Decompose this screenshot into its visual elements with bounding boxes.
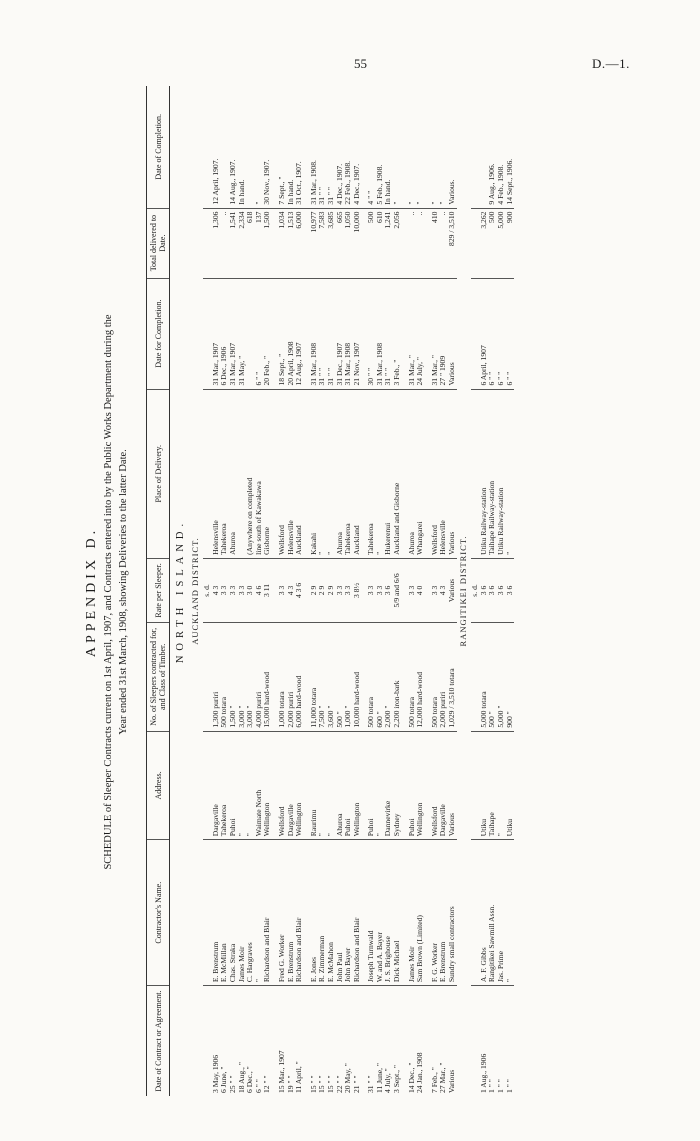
table-cell: 3,000 " (246, 623, 255, 732)
table-cell: 6 " " (488, 278, 497, 389)
table-cell: 3 Sept., " (392, 1065, 402, 1093)
table-cell: 31 Mar., 1907 (229, 278, 238, 389)
table-cell: 4 Feb., 1908. (497, 86, 506, 208)
table-cell: 3 3 (408, 558, 417, 622)
table-cell: 31 Dec., 1907 (336, 278, 345, 389)
table-cell: 31 " " (366, 1075, 376, 1093)
table-cell: 4 3 (287, 558, 296, 622)
table-cell: " (327, 731, 336, 840)
table-cell: 7,500 " (318, 623, 327, 732)
empty-cell (471, 86, 480, 208)
table-cell: " (506, 840, 515, 986)
table-cell: 14 Aug., 1907. (229, 86, 238, 208)
table-cell: In hand. (238, 86, 247, 208)
table-cell: Jas. Prime (497, 840, 506, 986)
table-cell: 3 6 (384, 558, 393, 622)
table-cell: 3,600 " (327, 623, 336, 732)
table-cell: " (318, 731, 327, 840)
table-cell: Taihape (488, 731, 497, 840)
table-cell: 5,000 (497, 208, 506, 278)
table-cell: 21 Nov., 1907 (353, 278, 362, 389)
table-cell: 30 " " (367, 278, 376, 389)
district-heading: AUCKLAND DISTRICT. (189, 537, 200, 645)
table-cell: 4 0 (416, 558, 425, 622)
table-cell: 1 " " (496, 1079, 505, 1093)
table-cell: 500 " (488, 623, 497, 732)
table-cell: Various. (448, 86, 457, 208)
table-cell: Various (448, 558, 457, 622)
table-cell: 31 Mar., " (431, 278, 440, 389)
table-cell: 3 3 (344, 558, 353, 622)
table-cell: 24 July, " (416, 278, 425, 389)
header-place-of-delivery: Place of Delivery. (147, 389, 170, 558)
table-cell: C. Hargraves (246, 840, 255, 986)
table-cell: Puhoi (408, 731, 417, 840)
table-cell: Dargaville (439, 731, 448, 840)
table-cell: Auckland (353, 389, 362, 558)
table-cell: 31 Mar., 1908 (310, 278, 319, 389)
table-cell: 31 Mar., 1908 (376, 278, 385, 389)
table-cell: 410 (431, 208, 440, 278)
table-cell: 500 totara (220, 623, 229, 732)
table-cell: 31 Oct., 1907. (295, 86, 304, 208)
table-cell: 24 Jan., 1908 (415, 1052, 425, 1093)
table-cell: 3 6 (488, 558, 497, 622)
table-cell: 11 June, " (374, 1062, 384, 1093)
table-cell: 15 " " (325, 1075, 335, 1093)
table-cell: 12 Aug., 1907 (295, 278, 304, 389)
table-cell: 12 " " (262, 1075, 272, 1093)
table-cell: 3 3 (336, 558, 345, 622)
table-row (448, 86, 457, 1096)
table-cell: 15,000 hard-wood (263, 623, 272, 732)
header-date-of-contract: Date of Contract or Agreement. (147, 986, 170, 1096)
table-cell: 15 Mar., 1907 (276, 1050, 286, 1093)
table-cell: 4 3 (439, 558, 448, 622)
table-cell: Various (448, 731, 457, 840)
table-cell: 2,000 puriri (287, 623, 296, 732)
table-cell: 1,241 (384, 208, 393, 278)
rotated-schedule (82, 82, 668, 1102)
table-cell: " (376, 389, 385, 558)
table-cell: 18 Sept., " (278, 278, 287, 389)
table-cell: E. McMahon (327, 840, 336, 986)
table-cell: 3 11 (263, 558, 272, 622)
table-cell: Ahuroa (229, 389, 238, 558)
table-cell: Tahekeroa (367, 389, 376, 558)
table-cell: 610 (376, 208, 385, 278)
table-cell: 31 " " (327, 278, 336, 389)
table-cell (246, 86, 255, 208)
table-cell: In hand. (287, 86, 296, 208)
table-cell: 4 " " (367, 86, 376, 208)
table-cell: Hukerenui (384, 389, 393, 558)
table-cell: 3 8½ (353, 558, 362, 622)
table-cell: 3 0 (246, 558, 255, 622)
table-cell: 11 April, " (294, 1061, 304, 1093)
table-cell: 7,583 (318, 208, 327, 278)
table-cell: 2 9 (310, 558, 319, 622)
table-cell: 31 " " (318, 86, 327, 208)
table-cell: (Anywhere on completed (246, 389, 255, 558)
table-cell: Tahekeroa (220, 731, 229, 840)
table-row (416, 86, 425, 1096)
header-number-of-sleepers: No. of Sleepers contracted for, and Class of Timber. (147, 623, 170, 732)
table-row (295, 86, 304, 1096)
table-cell: A. F. Gibbs (480, 840, 489, 986)
table-cell: 6,000 (295, 208, 304, 278)
table-cell: 30 Nov., 1907. (263, 86, 272, 208)
table-cell: Fred G. Worker (278, 840, 287, 986)
table-cell: 3 3 (431, 558, 440, 622)
table-cell: Sydney (393, 731, 402, 840)
table-cell: 6 April, 1907 (480, 278, 489, 389)
table-cell: John Bayer (344, 840, 353, 986)
table-cell: Puhoi (367, 731, 376, 840)
table-cell: 2 9 (318, 558, 327, 622)
table-cell: 5,000 totara (480, 623, 489, 732)
table-cell: 1,306 (212, 208, 221, 278)
table-cell: " (408, 86, 417, 208)
table-cell: 31 " " (384, 278, 393, 389)
table-cell: 3,262 (480, 208, 489, 278)
table-cell: 4 6 (255, 558, 264, 622)
table-cell: W. and A. Bayer (376, 840, 385, 986)
table-cell: Helensville (439, 389, 448, 558)
table-cell: Wellington (295, 731, 304, 840)
table-cell: 9 Aug., 1906. (488, 86, 497, 208)
header-date-for-completion: Date for Completion. (147, 278, 170, 389)
table-cell: Dargaville (212, 731, 221, 840)
table-cell: " (318, 389, 327, 558)
table-cell: 500 (367, 208, 376, 278)
table-cell: 3 6 (480, 558, 489, 622)
table-cell: 21 " " (351, 1075, 361, 1093)
table-cell: 10,000 (353, 208, 362, 278)
appendix-title: APPENDIX D. (84, 526, 99, 658)
table-cell: " (416, 86, 425, 208)
table-cell: Helensville (287, 389, 296, 558)
table-cell: " (238, 731, 247, 840)
table-cell: 4,000 puriri (255, 623, 264, 732)
table-cell: .. (439, 208, 448, 278)
table-cell: Utiku Railway-station (497, 389, 506, 558)
table-cell: Wellington (353, 731, 362, 840)
table-cell: E. Jones (310, 840, 319, 986)
table-cell: Waimate North (255, 731, 264, 840)
table-cell: 20 April, 1908 (287, 278, 296, 389)
header-contractor-name: Contractor's Name. (147, 840, 170, 986)
table-cell: 3 3 (238, 558, 247, 622)
table-cell: 618 (246, 208, 255, 278)
table-cell: 6 " " (506, 278, 515, 389)
table-cell: 3 6 (506, 558, 515, 622)
table-row (353, 86, 362, 1096)
table-cell: 20 Feb., " (263, 278, 272, 389)
table-cell: 3 3 (367, 558, 376, 622)
table-cell: 4 3 6 (295, 558, 304, 622)
table-cell: 1,000 totara (278, 623, 287, 732)
header-rate: Rate per Sleeper. (147, 558, 170, 622)
table-cell: E. Brenstrum (212, 840, 221, 986)
table-cell: James Moir (238, 840, 247, 986)
table-cell: 14 Dec., " (406, 1062, 416, 1093)
table-cell: James Moir (408, 840, 417, 986)
table-cell: " (439, 86, 448, 208)
table-cell: 22 Feb., 1908. (344, 86, 353, 208)
table-cell: 31 Mar., 1908. (310, 86, 319, 208)
table-cell: 1,034 (278, 208, 287, 278)
table-cell: " (506, 389, 515, 558)
table-cell: 31 May, " (238, 278, 247, 389)
table-cell: 6 June, " (219, 1066, 229, 1093)
schedule-heading (82, 82, 144, 1102)
table-cell: Auckland and Gisborne (393, 389, 402, 558)
table-cell: Tahekeroa (344, 389, 353, 558)
table-cell: R. Zimmerman (318, 840, 327, 986)
table-cell: " (246, 731, 255, 840)
table-cell: line south of Kawakawa (255, 389, 264, 558)
table-cell: E. Brenstrum (287, 840, 296, 986)
table-cell: 12,000 hard-wood (416, 623, 425, 732)
table-cell: Puhoi (229, 731, 238, 840)
island-heading-row (170, 86, 189, 1096)
table-cell: 137 (255, 208, 264, 278)
table-cell: " (376, 731, 385, 840)
table-cell: Various (448, 389, 457, 558)
table-cell: Ahuroa (336, 731, 345, 840)
table-cell: 15 " " (308, 1075, 318, 1093)
table-cell: Kakahi (310, 389, 319, 558)
table-cell: 500 " (336, 623, 345, 732)
table-cell: 10,000 hard-wood (353, 623, 362, 732)
table-cell: 2,000 " (384, 623, 393, 732)
table-cell: Ahuroa (336, 389, 345, 558)
table-cell: Wellington (263, 731, 272, 840)
header-total-delivered: Total delivered to Date. (147, 208, 170, 278)
table-cell: 15 " " (317, 1075, 327, 1093)
table-row (263, 86, 272, 1096)
table-cell: 7 Sept., " (278, 86, 287, 208)
table-cell: " (431, 86, 440, 208)
table-cell: " (497, 731, 506, 840)
table-cell: 12 April, 1907. (212, 86, 221, 208)
table-cell: 31 " " (318, 278, 327, 389)
header-row (147, 86, 170, 1096)
table-cell: 829 / 3,510 (448, 208, 457, 278)
table-cell: Rangitikei Sawmill Assn. (488, 840, 497, 986)
table-cell: 1 " " (487, 1079, 497, 1093)
table-cell: 3 3 (229, 558, 238, 622)
table-cell: Richardson and Blair (295, 840, 304, 986)
table-cell: 4 Dec., 1907. (353, 86, 362, 208)
table-cell: 3 May, 1906 (210, 1054, 220, 1093)
table-cell: Utiku Railway-station (480, 389, 489, 558)
table-cell: .. (416, 208, 425, 278)
table-cell: 1,500 " (229, 623, 238, 732)
document-reference: D.—1. (592, 56, 630, 71)
table-cell: E. McMillan (220, 840, 229, 986)
table-cell: Puhoi (344, 731, 353, 840)
table-cell: Dick Michael (393, 840, 402, 986)
table-cell: 1,300 puriri (212, 623, 221, 732)
table-cell: Wellsford (431, 389, 440, 558)
district-heading-row (189, 86, 204, 1096)
table-cell: 600 " (376, 623, 385, 732)
table-cell: Sam Brown (Limited) (416, 840, 425, 986)
page-number: 55 (354, 56, 367, 71)
table-cell: 6,000 hard-wood (295, 623, 304, 732)
table-cell: 31 Mar., 1908 (344, 278, 353, 389)
table-cell: 3 3 (376, 558, 385, 622)
table-cell: Sundry small contractors (448, 840, 457, 986)
table-cell: 500 totara (367, 623, 376, 732)
rate-units: s. d. (203, 558, 212, 622)
table-cell: 500 totara (408, 623, 417, 732)
district-heading-row (457, 86, 472, 1096)
table-cell: Utiku (506, 731, 515, 840)
table-cell: 1,050 (344, 208, 353, 278)
table-cell: 27 Mar., " (438, 1062, 448, 1093)
table-cell: Wellsford (431, 731, 440, 840)
table-cell: Wellsford (278, 389, 287, 558)
table-cell: Taihape Railway-station (488, 389, 497, 558)
table-cell: 10,977 (310, 208, 319, 278)
table-cell: Wellington (416, 731, 425, 840)
table-cell: 14 Sept., 1906. (506, 86, 515, 208)
table-cell: 25 " " (227, 1075, 237, 1093)
table-cell: 3 Feb., " (393, 278, 402, 389)
table-cell: 31 Mar., " (408, 278, 417, 389)
table-cell: 3 6 (497, 558, 506, 622)
table-cell: 6 Dec., 1906 (220, 278, 229, 389)
table-cell: 500 totara (431, 623, 440, 732)
table-cell: .. (408, 208, 417, 278)
table-cell: 22 " " (334, 1075, 344, 1093)
table-cell: 18 Aug., " (236, 1062, 246, 1093)
table-cell: 1 Aug., 1906 (478, 1053, 488, 1093)
table-cell: Various (448, 278, 457, 389)
subtitle-line-2: Year ended 31st March, 1908, showing Deliveries to the latter Date. (118, 449, 129, 735)
table-cell: 1,513 (287, 208, 296, 278)
table-cell: Ahuroa (408, 389, 417, 558)
header-address: Address. (147, 731, 170, 840)
table-cell: 665 (336, 208, 345, 278)
table-cell: 3,685 (327, 208, 336, 278)
table-cell: 2 9 (327, 558, 336, 622)
table-cell: 5/9 and 6/6 (393, 558, 402, 622)
island-heading: NORTH ISLAND. (175, 518, 186, 664)
table-cell: Raurimu (310, 731, 319, 840)
table-cell: 500 (488, 208, 497, 278)
table-cell: " (393, 86, 402, 208)
rate-units: s. d. (471, 558, 480, 622)
table-cell: J. S. Brighouse (384, 840, 393, 986)
table-cell: Wellsford (278, 731, 287, 840)
table-cell: 1,500 (263, 208, 272, 278)
table-cell: 1,541 (229, 208, 238, 278)
table-cell: 900 " (506, 623, 515, 732)
table-cell: Chas. Straka (229, 840, 238, 986)
table-cell: 2,000 puriri (439, 623, 448, 732)
table-cell: 5,000 " (497, 623, 506, 732)
table-cell: 27 " 1909 (439, 278, 448, 389)
table-cell: .. (220, 208, 229, 278)
table-cell: 1 " " (504, 1079, 514, 1093)
table-cell: Utiku (480, 731, 489, 840)
table-cell: 6 " " (253, 1079, 263, 1093)
table-cell: 7 Feb., " (429, 1067, 439, 1093)
table-cell: Various (447, 1069, 457, 1093)
table-cell: 2,200 iron-bark (393, 623, 402, 732)
table-cell: 900 (506, 208, 515, 278)
table-cell: Helensville (212, 389, 221, 558)
subtitle-line-1: SCHEDULE of Sleeper Contracts current on 1st April, 1907, and Contracts entered into by the Public Works Department during the (103, 314, 114, 870)
table-cell: 5 Feb., 1908. (376, 86, 385, 208)
table-cell: 2,056 (393, 208, 402, 278)
table-cell: 4 Dec., 1907. (336, 86, 345, 208)
table-cell: 4 July, " (383, 1068, 393, 1093)
table-cell: 11,000 totara (310, 623, 319, 732)
table-cell: 2,334 (238, 208, 247, 278)
table-cell: F. G. Worker (431, 840, 440, 986)
table-cell: Dargaville (287, 731, 296, 840)
table-cell: " (327, 389, 336, 558)
table-cell: Richardson and Blair (263, 840, 272, 986)
table-cell: 1,029 / 3,510 totara (448, 623, 457, 732)
table-cell: 1,000 " (344, 623, 353, 732)
table-row (393, 86, 402, 1096)
table-cell: In hand. (384, 86, 393, 208)
header-date-of-completion: Date of Completion. (147, 86, 170, 208)
table-cell: 19 " " (285, 1075, 295, 1093)
table-cell: Whangarei (416, 389, 425, 558)
table-cell: 20 May, " (343, 1063, 353, 1093)
table-cell: Joseph Turnwald (367, 840, 376, 986)
table-cell: Gisborne (263, 389, 272, 558)
table-row (506, 86, 515, 1096)
table-cell: Tahekeroa (220, 389, 229, 558)
table-cell: 3 3 (278, 558, 287, 622)
table-cell: 3 3 (220, 558, 229, 622)
table-cell: 4 3 (212, 558, 221, 622)
table-cell: John Paul (336, 840, 345, 986)
table-cell: 31 " " (327, 86, 336, 208)
table-cell: 31 Mar., 1907 (212, 278, 221, 389)
table-cell: Auckland (295, 389, 304, 558)
table-cell: Dannevirke (384, 731, 393, 840)
table-cell: E. Brenstrum (439, 840, 448, 986)
sleeper-contracts-table (146, 86, 514, 1096)
table-cell: " (255, 840, 264, 986)
table-cell: 6 Dec., " (245, 1066, 255, 1093)
table-cell: 6 " " (255, 278, 264, 389)
table-body (170, 86, 515, 1096)
table-cell: " (255, 86, 264, 208)
table-cell: 6 " " (497, 278, 506, 389)
table-cell: Richardson and Blair (353, 840, 362, 986)
district-heading: RANGITIKEI DISTRICT. (457, 535, 468, 647)
table-cell: 3,000 " (238, 623, 247, 732)
